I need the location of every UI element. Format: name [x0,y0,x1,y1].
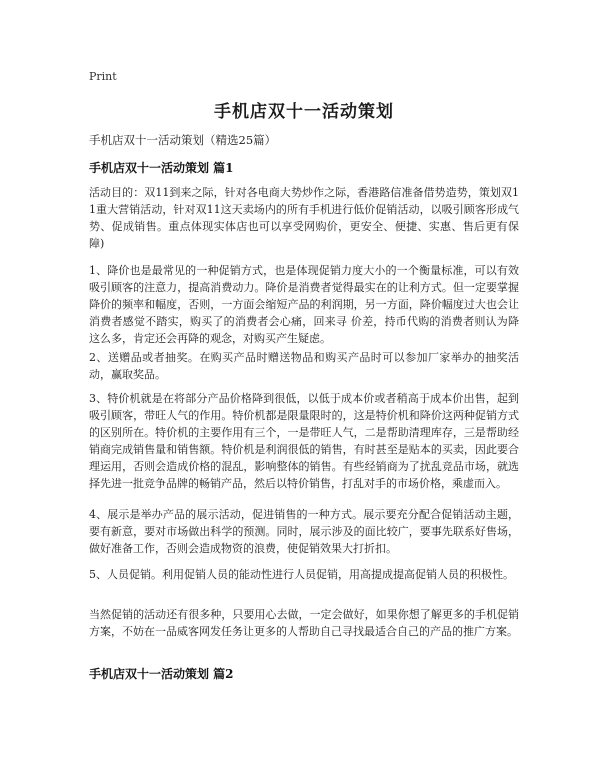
section-heading-2: 手机店双十一活动策划 篇2 [89,667,234,681]
paragraph-item-2: 2、送赠品或者抽奖。在购买产品时赠送物品和购买产品时可以参加厂家举办的抽奖活动，赢取奖品。 [89,351,519,381]
section-heading-1: 手机店双十一活动策划 篇1 [89,161,234,175]
paragraph-item-4: 4、展示是举办产品的展示活动，促进销售的一种方式。展示要充分配合促销活动主题，要有新意，要对市场做出科学的预测。同时，展示涉及的面比较广，要事先联系好售场，做好准备工作，否则会造成物资的浪费，使促销效果大打折扣。 [89,508,519,555]
paragraph-item-3: 3、特价机就是在将部分产品价格降到很低，以低于成本价或者稍高于成本价出售，起到吸引顾客，带旺人气的作用。特价机都是限量限时的，这是特价机和降价这两种促销方式的区别所在。特价机的主要作用有三个，一是带旺人气，二是帮助清理库存，三是帮助经销商完成销售量和销售额。特价机是利润很低的销售，有时甚至是贴本的买卖，因此要合理运用，否则会造成价格的混乱，影响整体的销售。有些经销商为了扰乱竞品市场，就选择先进一批竞争品牌的畅销产品，然后以特价销售，打乱对手的市场价格，乘虚而入。 [89,392,519,490]
paragraph-conclusion: 当然促销的活动还有很多种，只要用心去做，一定会做好，如果你想了解更多的手机促销方案，不妨在一品威客网发任务让更多的人帮助自己寻找最适合自己的产品的推广方案。 [89,608,519,638]
paragraph-item-5: 5、人员促销。利用促销人员的能动性进行人员促销，用高提成提高促销人员的积极性。 [89,568,514,581]
page-title: 手机店双十一活动策划 [214,102,394,122]
document-subtitle: 手机店双十一活动策划（精选25篇） [89,133,277,147]
paragraph-item-1: 1、降价也是最常见的一种促销方式，也是体现促销力度大小的一个衡量标准，可以有效吸引顾客的注意力，提高消费动力。降价是消费者觉得最实在的让利方式。但一定要掌握降价的频率和幅度，否则，一方面会缩短产品的利润期，另一方面，降价幅度过大也会让消费者感觉不踏实，购买了的消费者会心痛，回来寻 价差，持币代购的消费者则认为降这么多，肯定还会再降的观念，对购买产生疑虑。 [89,264,519,345]
paragraph-intro: 活动目的：双11到来之际，针对各电商大势炒作之际，香港路信准备借势造势，策划双11重大营销活动，针对双11这天卖场内的所有手机进行低价促销活动，以吸引顾客形成气势、促成销售。重点体现实体店也可以享受网购价，更安全、便捷、实惠、售后更有保障) [89,186,519,250]
print-link[interactable]: Print [89,70,117,83]
